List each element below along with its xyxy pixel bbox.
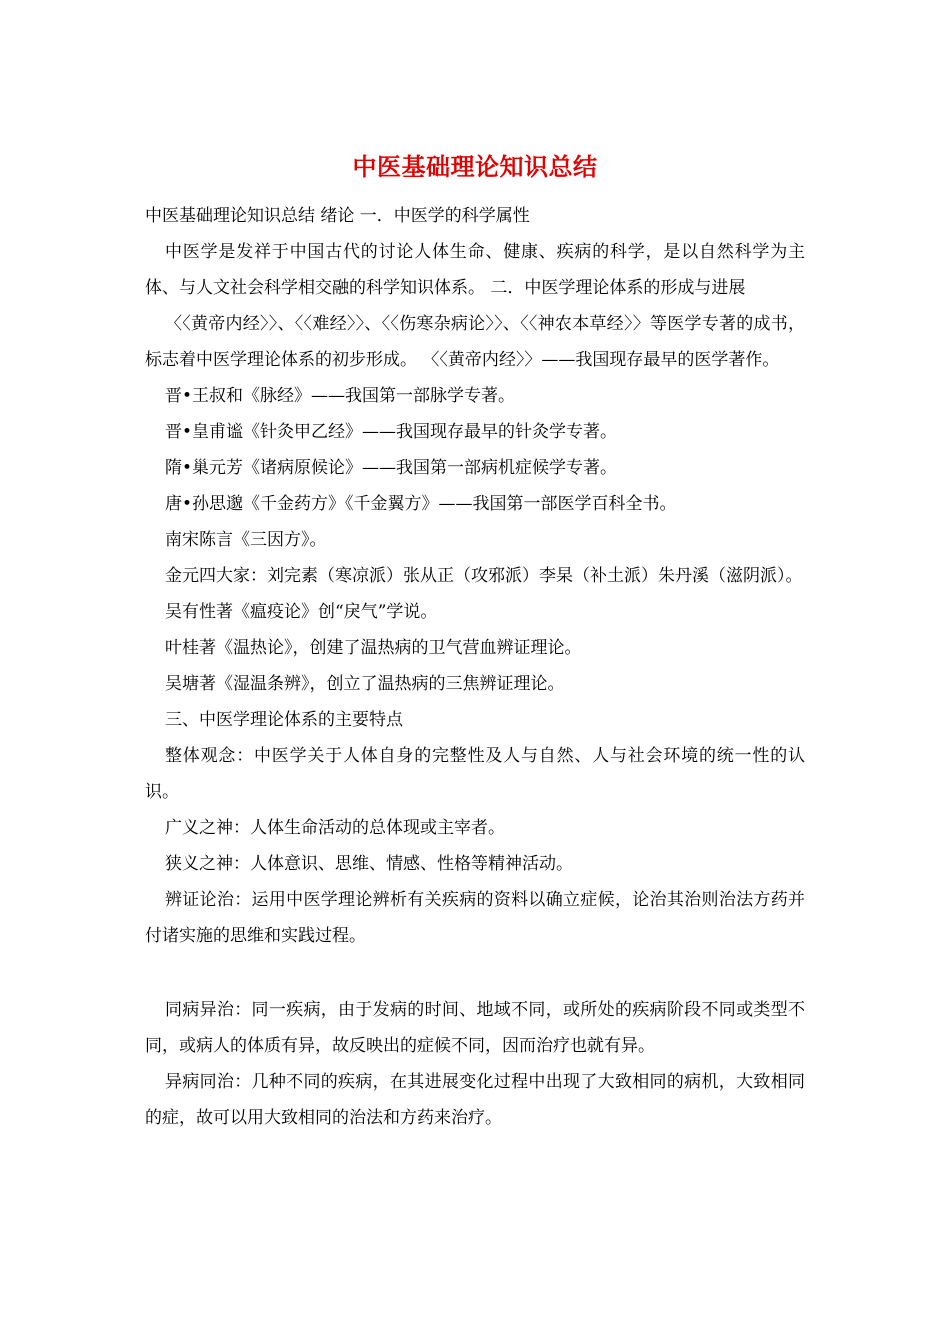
paragraph-broad-shen: 广义之神：人体生命活动的总体现或主宰者。 [165,818,505,838]
paragraph-sanyin: 南宋陈言《三因方》。 [165,530,327,550]
document-title: 中医基础理论知识总结 [352,152,598,181]
paragraph-holism: 整体观念：中医学关于人体自身的完整性及人与自然、人与社会环境的统一性的认识。 [145,746,805,802]
blank-line [145,954,805,992]
paragraph-tongbing: 同病异治：同一疾病，由于发病的时间、地域不同，或所处的疾病阶段不同或类型不同，或病人的体质有异，故反映出的症候不同，因而治疗也就有异。 [145,1000,805,1056]
paragraph-classics: 〈〈黄帝内经〉〉、〈〈难经〉〉、〈〈伤寒杂病论〉〉、〈〈神农本草经〉〉等医学专著的成书，标志着中医学理论体系的初步形成。 〈〈黄帝内经〉〉——我国现存最早的医学著作。 [145,314,805,370]
paragraph-wenyi: 吴有性著《瘟疫论》创“戾气”学说。 [165,602,438,622]
paragraph-narrow-shen: 狭义之神：人体意识、思维、情感、性格等精神活动。 [165,854,573,874]
paragraph-intro-heading: 中医基础理论知识总结 绪论 一．中医学的科学属性 [145,206,530,226]
document-body [145,198,805,1136]
paragraph-maijing: 晋•王叔和《脉经》——我国第一部脉学专著。 [165,386,516,406]
paragraph-shiwen: 吴塘著《湿温条辨》，创立了温热病的三焦辨证理论。 [165,674,565,694]
section-heading-features: 三、中医学理论体系的主要特点 [165,710,403,730]
paragraph-bingyuan: 隋•巢元芳《诸病原候论》——我国第一部病机症候学专著。 [165,458,618,478]
paragraph-qianjin: 唐•孙思邈《千金药方》《千金翼方》——我国第一部医学百科全书。 [165,494,677,514]
paragraph-zhenjiu: 晋•皇甫谧《针灸甲乙经》——我国现存最早的针灸学专著。 [165,422,618,442]
paragraph-bianzheng: 辨证论治：运用中医学理论辨析有关疾病的资料以确立症候，论治其治则治法方药并付诸实施的思维和实践过程。 [145,890,805,946]
paragraph-jinyuan: 金元四大家：刘完素（寒凉派）张从正（攻邪派）李杲（补土派）朱丹溪（滋阴派）。 [165,566,803,586]
paragraph-definition: 中医学是发祥于中国古代的讨论人体生命、健康、疾病的科学，是以自然科学为主体、与人文社会科学相交融的科学知识体系。 二．中医学理论体系的形成与进展 [145,242,805,298]
paragraph-wenre: 叶桂著《温热论》，创建了温热病的卫气营血辨证理论。 [165,638,582,658]
paragraph-yibing: 异病同治：几种不同的疾病，在其进展变化过程中出现了大致相同的病机，大致相同的症，故可以用大致相同的治法和方药来治疗。 [145,1072,805,1128]
